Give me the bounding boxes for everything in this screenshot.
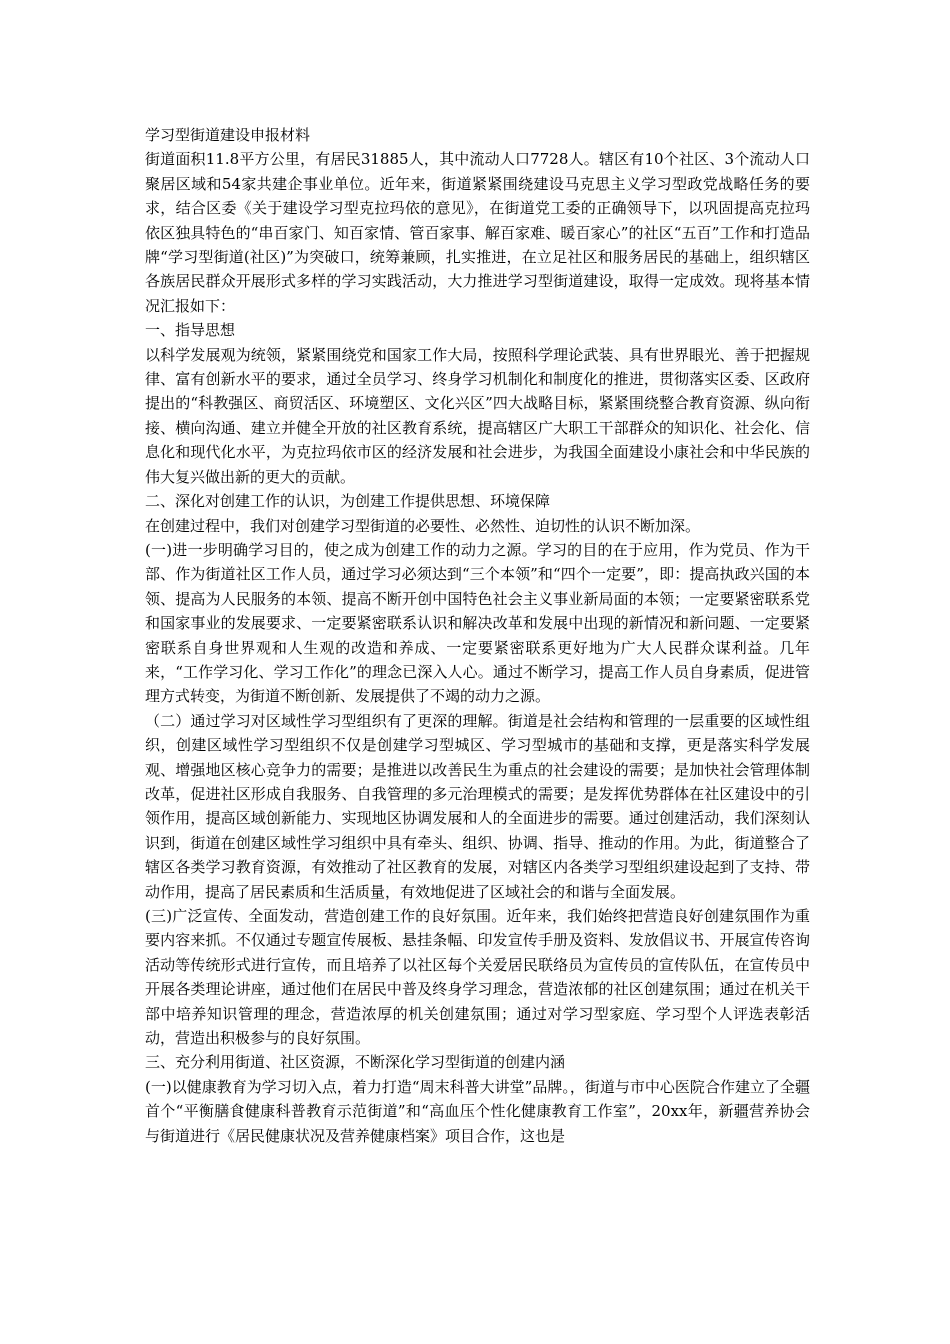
section-heading-3: 三、充分利用街道、社区资源，不断深化学习型街道的创建内涵 xyxy=(145,1053,566,1072)
paragraph-item-2-1: (一)进一步明确学习目的，使之成为创建工作的动力之源。学习的目的在于应用，作为党员、作为干部、作为街道社区工作人员，通过学习必须达到“三个本领”和“四个一定要”，即：提高执政兴国的本领、提高为人民服务的本领、提高不断开创中国特色社会主义事业新局面的本领；一定要紧密联系党和国家事业的发展要求、一定要紧密联系认识和解决改革和发展中出现的新情况和新问题、一定要紧密联系自身世界观和人生观的改造和养成、一定要紧密联系更好地为广大人民群众谋利益。几年来，“工作学习化、学习工作化”的理念已深入人心。通过不断学习，提高工作人员自身素质，促进管理方式转变，为街道不断创新、发展提供了不竭的动力之源。 xyxy=(145,540,810,706)
paragraph-guiding-thought: 以科学发展观为统领，紧紧围绕党和国家工作大局，按照科学理论武装、具有世界眼光、善于把握规律、富有创新水平的要求，通过全员学习、终身学习机制化和制度化的推进，贯彻落实区委、区政府提出的“科教强区、商贸活区、环境塑区、文化兴区”四大战略目标，紧紧围绕整合教育资源、纵向衔接、横向沟通、建立并健全开放的社区教育系统，提高辖区广大职工干部群众的知识化、社会化、信息化和现代化水平，为克拉玛依市区的经济发展和社会进步，为我国全面建设小康社会和中华民族的伟大复兴做出新的更大的贡献。 xyxy=(145,345,810,486)
paragraph-item-2-2: （二）通过学习对区域性学习型组织有了更深的理解。街道是社会结构和管理的一层重要的区域性组织，创建区域性学习型组织不仅是创建学习型城区、学习型城市的基础和支撑，更是落实科学发展观、增强地区核心竞争力的需要；是推进以改善民生为重点的社会建设的需要；是加快社会管理体制改革，促进社区形成自我服务、自我管理的多元治理模式的需要；是发挥优势群体在社区建设中的引领作用，提高区域创新能力、实现地区协调发展和人的全面进步的需要。通过创建活动，我们深刻认识到，街道在创建区域性学习组织中具有牵头、组织、协调、指导、推动的作用。为此，街道整合了辖区各类学习教育资源，有效推动了社区教育的发展，对辖区内各类学习型组织建设起到了支持、带动作用，提高了居民素质和生活质量，有效地促进了区域社会的和谐与全面发展。 xyxy=(145,711,810,901)
document-body xyxy=(145,123,810,1148)
section-heading-1: 一、指导思想 xyxy=(145,321,236,340)
paragraph-item-3-1: (一)以健康教育为学习切入点，着力打造“周末科普大讲堂”品牌。，街道与市中心医院合作建立了全疆首个“平衡膳食健康科普教育示范街道”和“高血压个性化健康教育工作室”，20xx年，新疆营养协会与街道进行《居民健康状况及营养健康档案》项目合作，这也是 xyxy=(145,1077,810,1145)
paragraph-intro: 街道面积11.8平方公里，有居民31885人，其中流动人口7728人。辖区有10个社区、3个流动人口聚居区域和54家共建企事业单位。近年来，街道紧紧围绕建设马克思主义学习型政党战略任务的要求，结合区委《关于建设学习型克拉玛依的意见》，在街道党工委的正确领导下，以巩固提高克拉玛依区独具特色的“串百家门、知百家情、管百家事、解百家难、暖百家心”的社区“五百”工作和打造品牌“学习型街道(社区)”为突破口，统筹兼顾，扎实推进，在立足社区和服务居民的基础上，组织辖区各族居民群众开展形式多样的学习实践活动，大力推进学习型街道建设，取得一定成效。现将基本情况汇报如下： xyxy=(145,150,810,315)
paragraph-item-2-3: (三)广泛宣传、全面发动，营造创建工作的良好氛围。近年来，我们始终把营造良好创建氛围作为重要内容来抓。不仅通过专题宣传展板、悬挂条幅、印发宣传手册及资料、发放倡议书、开展宣传咨询活动等传统形式进行宣传，而且培养了以社区每个关爱居民联络员为宣传员的宣传队伍，在宣传员中开展各类理论讲座，通过他们在居民中普及终身学习理念，营造浓郁的社区创建氛围；通过在机关干部中培养知识管理的理念，营造浓厚的机关创建氛围；通过对学习型家庭、学习型个人评选表彰活动，营造出积极参与的良好氛围。 xyxy=(145,907,810,1048)
section-heading-2: 二、深化对创建工作的认识，为创建工作提供思想、环境保障 xyxy=(145,492,551,511)
paragraph-awareness: 在创建过程中，我们对创建学习型街道的必要性、必然性、迫切性的认识不断加深。 xyxy=(145,516,701,535)
document-title: 学习型街道建设申报材料 xyxy=(145,126,311,144)
